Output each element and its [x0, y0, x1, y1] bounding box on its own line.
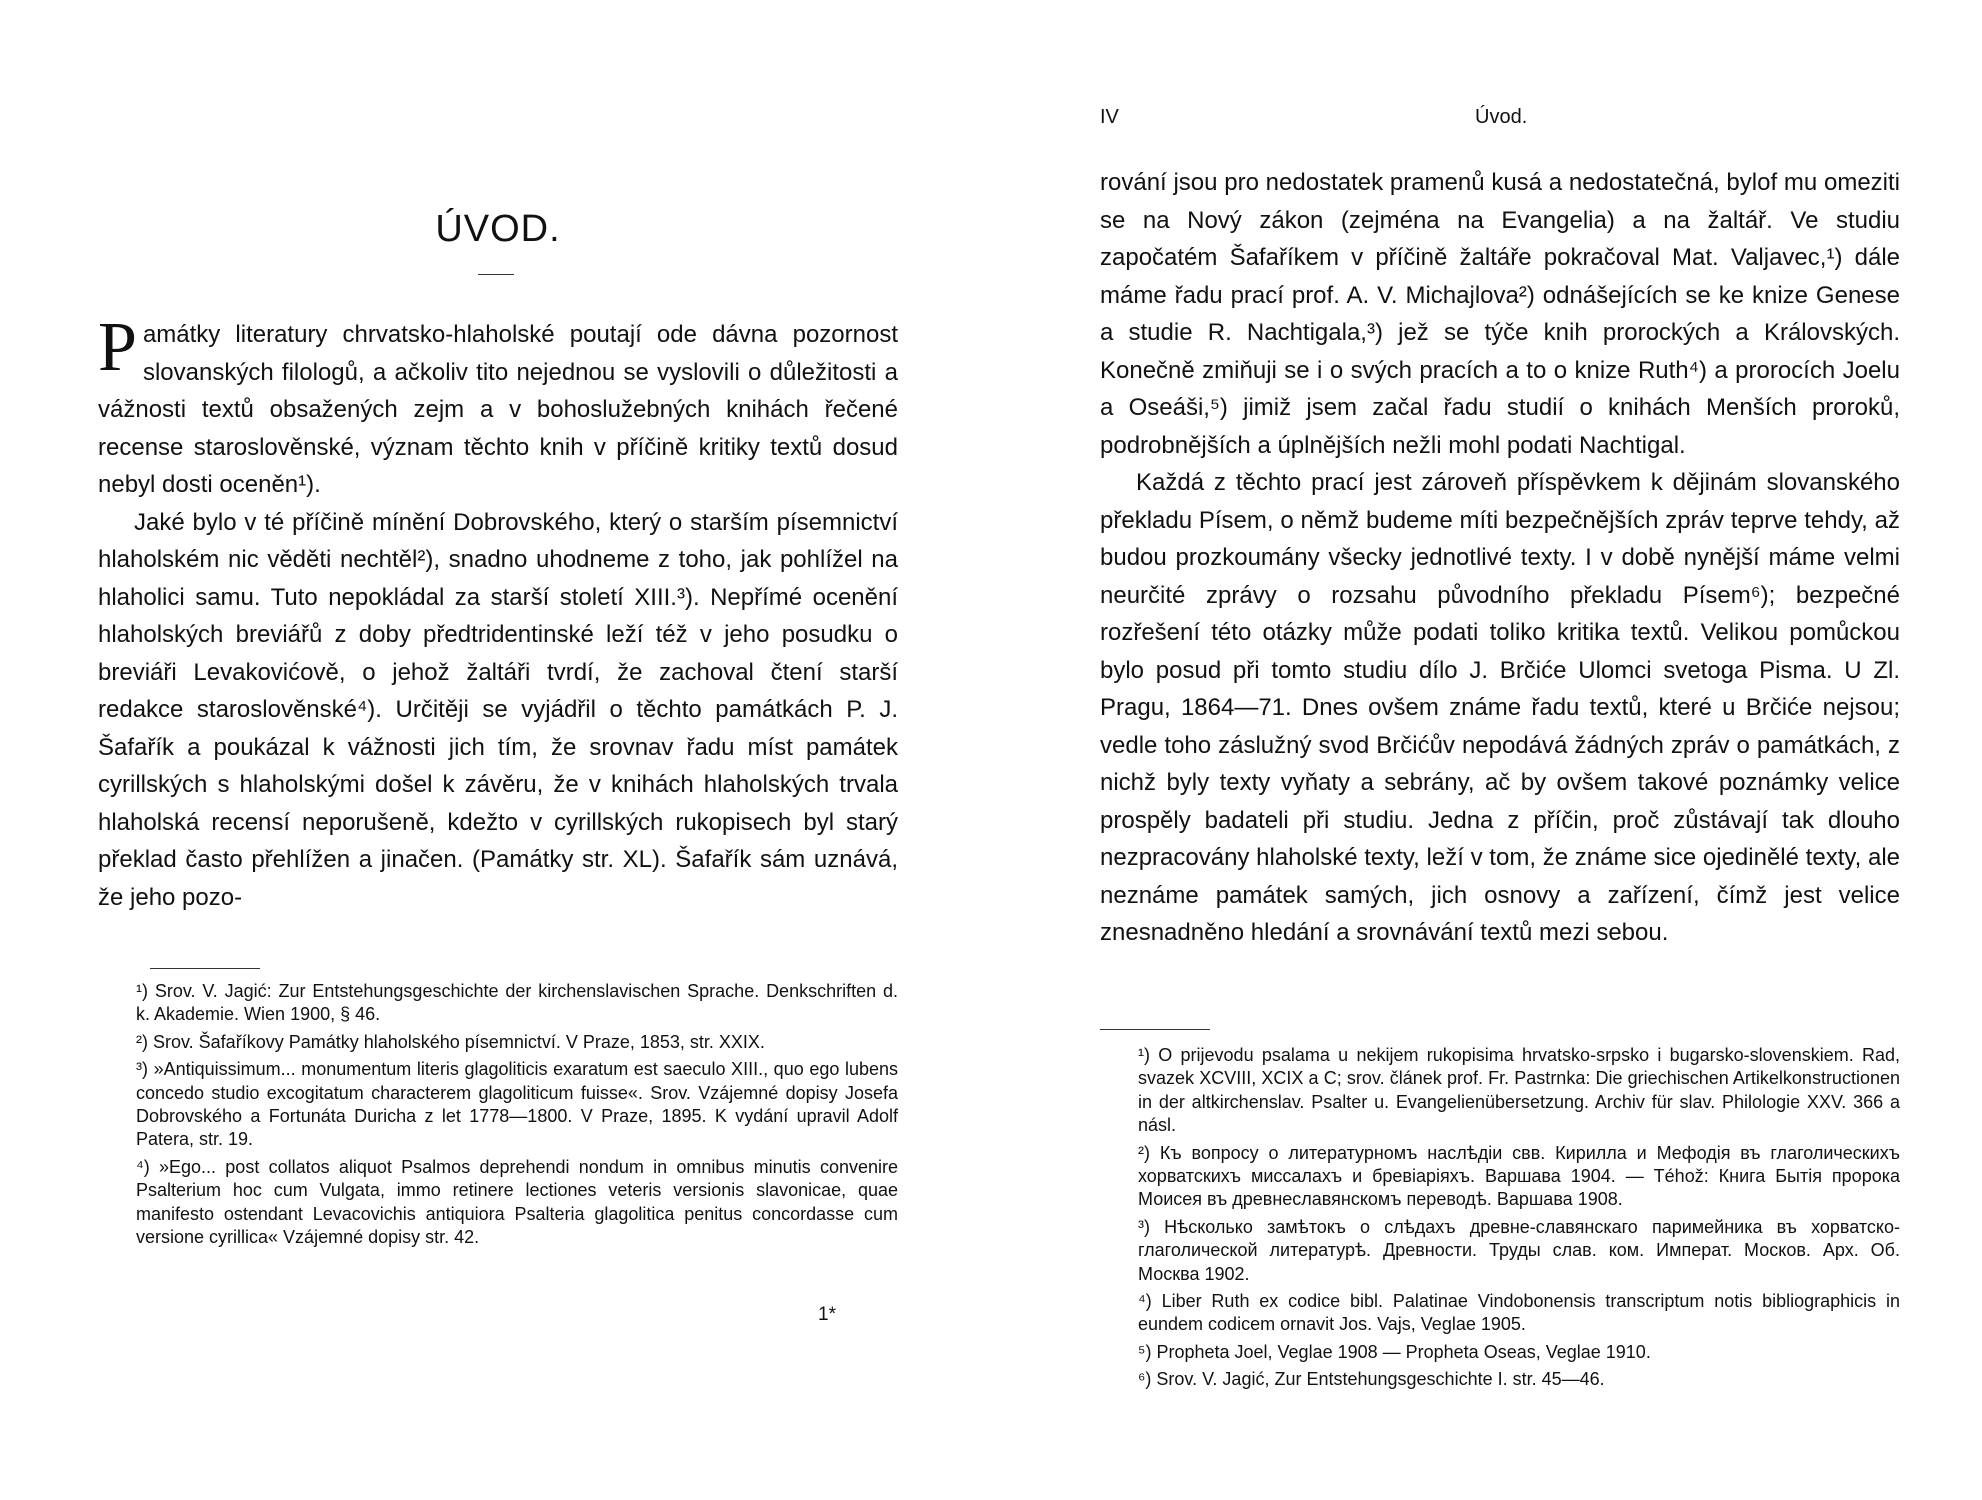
left-body-text	[98, 309, 898, 916]
paragraph-1: Památky literatury chrvatsko-hlaholské poutají ode dávna pozornost slovanských filologů, a ačkoliv tito nejednou se vyslovili o důležitosti a vážnosti textů obsažených zejm a v bohoslužebných knihách řečené recense staroslověnské, význam těchto knih v příčině kritiky textů dosud nebyl dosti oceněn¹).	[98, 309, 898, 498]
drop-cap: P	[98, 309, 137, 386]
page-number: IV	[1100, 106, 1119, 128]
footnote-3: ³) »Antiquissimum... monumentum literis glagoliticis exaratum est saeculo XIII., quo ego lubens concedo studio excogitatum characterem glagoliticum fuisse«. Srov. Vzájemné dopisy Josefa Dobrovského a Fortunáta Duricha z let 1778—1800. V Praze, 1895. K vydání upravil Adolf Patera, str. 19.	[136, 1059, 898, 1150]
right-body-text	[1100, 164, 1900, 952]
right-footnotes	[1100, 1044, 1900, 1396]
footnote-divider	[1100, 1029, 1210, 1030]
title-divider	[478, 274, 514, 275]
paragraph-2: Každá z těchto prací jest zároveň příspěvkem k dějinám slovanského překladu Písem, o němž budeme míti bezpečnějších zpráv teprve tehdy, až budou prozkoumány všecky jednotlivé texty. I v době nynější máme velmi neurčité zprávy o rozsahu původního překladu Písem⁶); bezpečné rozřešení této otázky může podati toliko kritika textů. Velikou pomůckou bylo posud při tomto studiu dílo J. Brčiće Ulomci svetoga Pisma. U Zl. Pragu, 1864—71. Dnes ovšem známe řadu textů, které u Brčiće nejsou; vedle toho záslužný svod Brčićův nepodává žádných zpráv o památkách, z nichž byly texty vyňaty a sebrány, ač by ovšem takové poznámky velice prospěly badateli při studiu. Jedna z příčin, proč zůstávají tak dlouho nezpracovány hlaholské texty, leží v tom, že známe sice ojedinělé texty, ale neznáme památek samých, jich osnovy a zařízení, čímž jest velice znesnadněno hledání a srovnávání textů mezi sebou.	[1100, 469, 1900, 946]
footnote-4: ⁴) Liber Ruth ex codice bibl. Palatinae Vindobonensis transcriptum notis bibliographicis in eundem codicem ornavit Jos. Vajs, Veglae 1905.	[1138, 1291, 1900, 1335]
paragraph-2: Jaké bylo v té příčině mínění Dobrovského, který o starším písemnictví hlaholském nic věděti nechtěl²), snadno uhodneme z toho, jak pohlížel na hlaholici samu. Tuto nepokládal za starší století XIII.³). Nepřímé ocenění hlaholských breviářů z doby předtridentinské leží též v jeho posudku o breviáři Levakovićově, o jehož žaltáři tvrdí, že zachoval čtení starší redakce staroslověnské⁴). Určitěji se vyjádřil o těchto památkách P. J. Šafařík a poukázal k vážnosti jich tím, že srovnav řadu míst památek cyrillských s hlaholskými došel k závěru, že v knihách hlaholských trvala hlaholská recensí neporušeně, kdežto v cyrillských rukopisech byl starý překlad často přehlížen a jinačen. (Památky str. XL). Šafařík sám uznává, že jeho pozo-	[98, 508, 898, 911]
footnote-4: ⁴) »Ego... post collatos aliquot Psalmos deprehendi nondum in omnibus minutis convenire Psalterium hoc cum Vulgata, immo retinere lectiones veteris versionis slavonicae, quae manifesto ostendant Levacovichis antiquiora Psalteria glagolitica penitus concordasse cum versione cyrillica« Vzájemné dopisy str. 42.	[136, 1156, 898, 1248]
footnote-3: ³) Нѣсколько замѣтокъ о слѣдахъ древне-славянскаго паримейника въ хорватско-глаголической литературѣ. Древности. Труды слав. ком. Императ. Москов. Арх. Об. Москва 1902.	[1138, 1216, 1900, 1284]
footnote-1: ¹) Srov. V. Jagić: Zur Entstehungsgeschichte der kirchenslavischen Sprache. Denkschriften d. k. Akademie. Wien 1900, § 46.	[136, 981, 898, 1025]
footnote-5: ⁵) Propheta Joel, Veglae 1908 — Propheta Oseas, Veglae 1910.	[1138, 1341, 1651, 1362]
left-footnotes	[98, 980, 898, 1253]
footnote-2: ²) Srov. Šafaříkovy Památky hlaholského písemnictví. V Praze, 1853, str. XXIX.	[136, 1031, 765, 1052]
page-title: ÚVOD.	[435, 208, 561, 250]
footnote-6: ⁶) Srov. V. Jagić, Zur Entstehungsgeschichte I. str. 45—46.	[1138, 1369, 1605, 1390]
footnote-2: ²) Къ вопросу о литературномъ наслѣдіи свв. Кирилла и Мефодія въ глаголическихъ хорватскихъ миссалахъ и бревіаріяхъ. Варшава 1904. — Téhož: Книга Бытія пророка Моисея въ древнеславянскомъ переводѣ. Варшава 1908.	[1138, 1142, 1900, 1210]
footnote-divider	[150, 968, 260, 969]
footnote-1: ¹) O prijevodu psalama u nekijem rukopisima hrvatsko-srpsko i bugarsko-slovenskiem. Rad, svazek XCVIII, XCIX a C; srov. článek prof. Fr. Pastrnka: Die griechischen Artikelkonstructionen in der altkirchenslav. Psalter u. Evangelienübersetzung. Archiv für slav. Philologie XXV. 366 a násl.	[1138, 1045, 1900, 1136]
signature-mark: 1*	[818, 1304, 836, 1325]
paragraph-1: rování jsou pro nedostatek pramenů kusá a nedostatečná, bylof mu omeziti se na Nový zákon (zejména na Evangelia) a na žaltář. Ve studiu započatém Šafaříkem v příčině žaltáře pokračoval Mat. Valjavec,¹) dále máme řadu prací prof. A. V. Michajlova²) odnášejících se ke knize Genese a studie R. Nachtigala,³) jež se týče knih prorockých a Královských. Konečně zmiňuji se i o svých pracích a to o knize Ruth⁴) a prorocích Joelu a Oseáši,⁵) jimiž jsem začal řadu studií o knihách Menších proroků, podrobnějších a úplnějších nežli mohl podati Nachtigal.	[1100, 169, 1900, 459]
running-head-title: Úvod.	[1475, 106, 1528, 128]
